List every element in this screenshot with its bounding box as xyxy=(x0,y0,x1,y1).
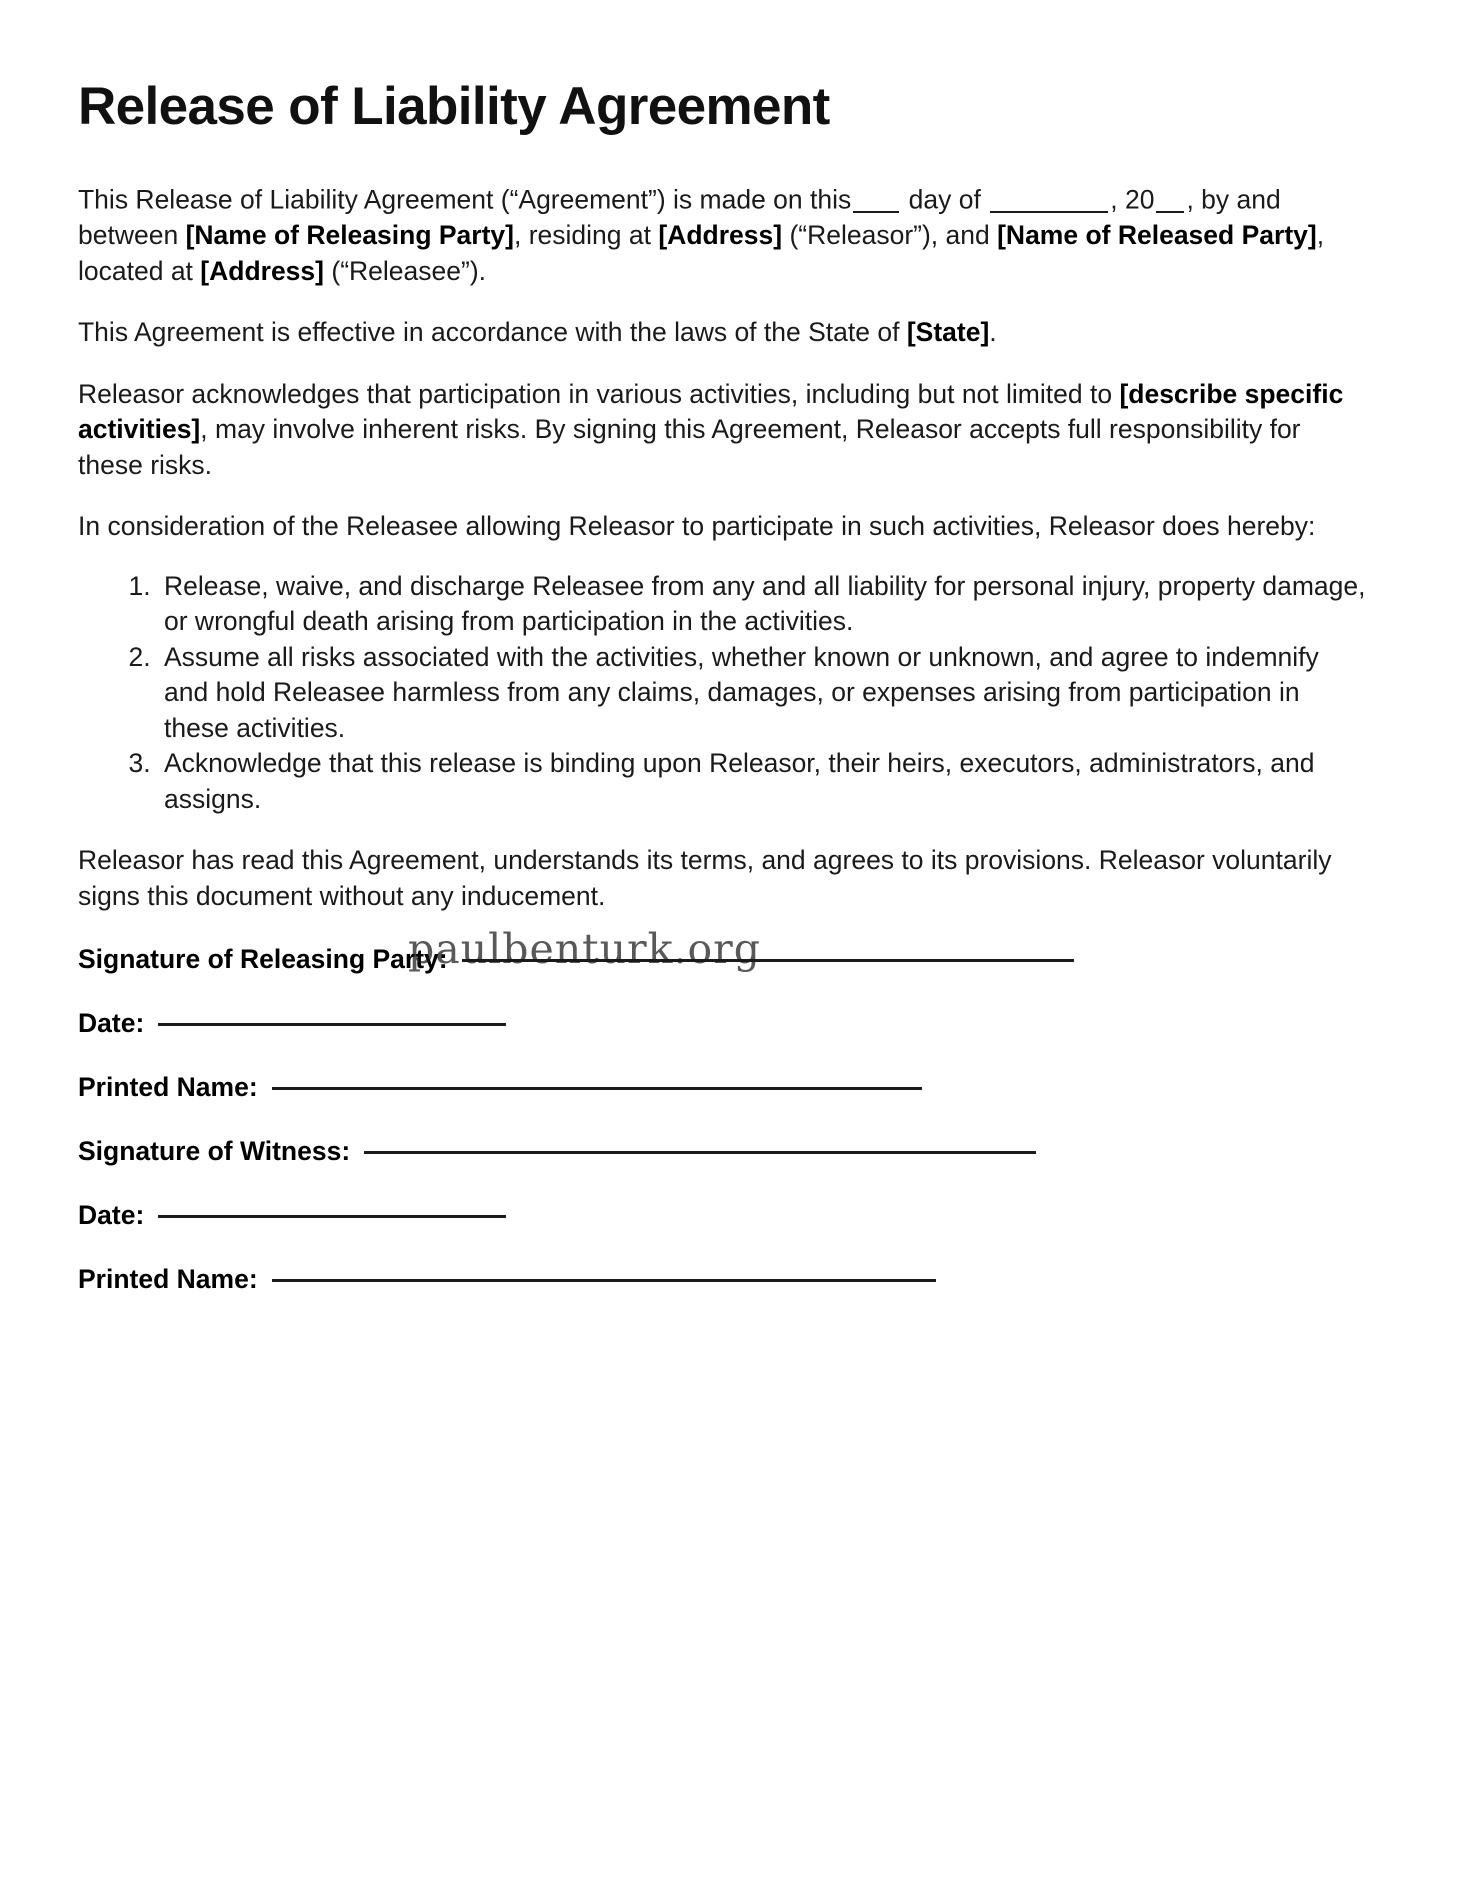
page-title: Release of Liability Agreement xyxy=(78,77,830,136)
governing-law-text: This Agreement is effective in accordance with the laws of the State of xyxy=(78,317,900,348)
signature-input-printed-name-1[interactable] xyxy=(272,1087,922,1090)
placeholder-activities: [describe specific activities] xyxy=(78,378,1344,445)
intro-text-part-5: , residing at xyxy=(513,220,651,251)
signature-row-date-2 xyxy=(78,1200,1368,1231)
signature-label-date-2: Date: xyxy=(78,1200,145,1231)
governing-law-period: . xyxy=(989,317,997,348)
risk-text-pre: Releasor acknowledges that participation in various activities, including but not limited to xyxy=(78,378,1113,409)
signature-input-releasing-party[interactable] xyxy=(462,959,1074,962)
year-blank-field[interactable] xyxy=(1156,185,1184,214)
paragraph-closing: Releasor has read this Agreement, understands its terms, and agrees to its provisions. Releasor voluntarily signs this document without any inducement. xyxy=(78,845,1332,911)
intro-text-part-1: This Release of Liability Agreement (“Agreement”) is made on this xyxy=(78,184,852,215)
intro-text-part-4: , by and between xyxy=(78,184,1281,251)
risk-text-post: , may involve inherent risks. By signing this Agreement, Releasor accepts full responsibility for these risks. xyxy=(78,414,1301,480)
paragraph-governing-law xyxy=(78,315,1368,351)
intro-text-part-8: (“Releasee”). xyxy=(331,255,487,286)
list-item: 2. Assume all risks associated with the activities, whether known or unknown, and agree to indemnify and hold Releasee harmless from any claims, damages, or expenses arising from participation in these activities. xyxy=(158,640,1368,747)
signature-label-witness: Signature of Witness: xyxy=(78,1136,351,1167)
signature-row-printed-name-2 xyxy=(78,1264,1368,1295)
intro-text-part-7: , located at xyxy=(78,220,1325,286)
paragraph-risk-acknowledgement xyxy=(78,377,1368,484)
clause-list xyxy=(78,569,1368,818)
intro-text-part-2: day of xyxy=(908,184,981,215)
watermark-text: paulbenturk.org xyxy=(408,925,762,973)
signature-label-releasing-party: Signature of Releasing Party: xyxy=(78,944,448,975)
placeholder-released-party: [Name of Released Party] xyxy=(997,220,1317,251)
placeholder-releasee-address: [Address] xyxy=(200,255,324,286)
intro-year-prefix: 20 xyxy=(1124,184,1155,215)
paragraph-consideration: In consideration of the Releasee allowing Releasor to participate in such activities, Releasor does hereby: xyxy=(78,511,1316,542)
day-blank-field[interactable] xyxy=(853,185,899,214)
paragraph-intro xyxy=(78,180,1368,289)
signature-row-date-1 xyxy=(78,1008,1368,1039)
signature-input-date-2[interactable] xyxy=(158,1215,506,1218)
list-item: 3. Acknowledge that this release is binding upon Releasor, their heirs, executors, administrators, and assigns. xyxy=(158,746,1368,817)
placeholder-state: [State] xyxy=(906,317,990,348)
signature-row-witness xyxy=(78,1136,1368,1167)
month-blank-field[interactable] xyxy=(990,185,1108,214)
signature-block xyxy=(78,944,1368,1295)
signature-label-printed-name-1: Printed Name: xyxy=(78,1072,258,1103)
signature-row-releasing-party xyxy=(78,944,1368,975)
placeholder-releasor-address: [Address] xyxy=(658,220,783,251)
intro-comma: , xyxy=(1110,184,1118,215)
signature-label-date-1: Date: xyxy=(78,1008,145,1039)
signature-input-printed-name-2[interactable] xyxy=(272,1279,936,1282)
list-item: 1. Release, waive, and discharge Releasee from any and all liability for personal injury, property damage, or wrongful death arising from participation in the activities. xyxy=(158,569,1368,640)
signature-row-printed-name-1 xyxy=(78,1072,1368,1103)
intro-text-part-6: (“Releasor”), and xyxy=(789,220,990,251)
signature-input-witness[interactable] xyxy=(364,1151,1036,1154)
signature-input-date-1[interactable] xyxy=(158,1023,506,1026)
signature-label-printed-name-2: Printed Name: xyxy=(78,1264,258,1295)
placeholder-releasing-party: [Name of Releasing Party] xyxy=(185,220,514,251)
